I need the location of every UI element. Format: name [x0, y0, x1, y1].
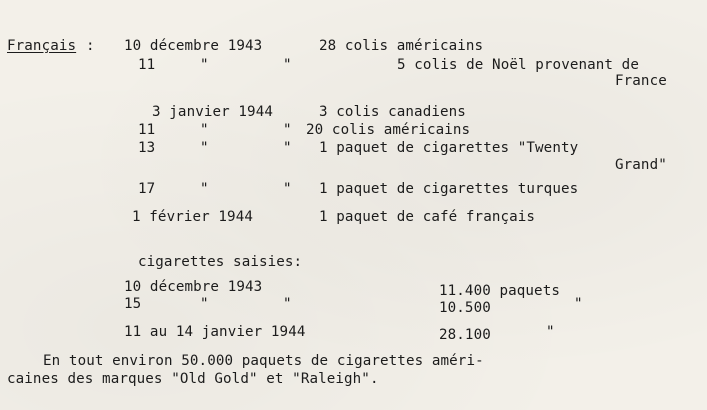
ditto-mark: "	[200, 122, 209, 138]
date-row-3: 3 janvier 1944	[152, 104, 273, 120]
seized-amount-1: 11.400 paquets	[439, 283, 560, 299]
item-row-2-continuation: France	[615, 73, 667, 89]
ditto-mark: "	[283, 181, 292, 197]
ditto-mark: "	[283, 140, 292, 156]
section-heading: Français	[7, 38, 77, 54]
section-heading-colon: :	[86, 38, 95, 54]
ditto-mark: "	[546, 324, 555, 340]
item-row-2: 5 colis de Noël provenant de	[397, 57, 639, 73]
seized-amount-3: 28.100	[439, 327, 491, 343]
summary-line-1: En tout environ 50.000 paquets de cigarettes améri-	[43, 353, 484, 369]
item-row-7: 1 paquet de café français	[319, 209, 536, 225]
ditto-mark: "	[200, 181, 209, 197]
date-row-5: 13	[138, 140, 156, 156]
ditto-mark: "	[574, 296, 583, 312]
date-row-1: 10 décembre 1943	[124, 38, 263, 54]
date-row-6: 17	[138, 181, 156, 197]
ditto-mark: "	[200, 296, 209, 312]
seized-date-1: 10 décembre 1943	[124, 279, 263, 295]
ditto-mark: "	[283, 57, 292, 73]
date-row-7: 1 février 1944	[132, 209, 253, 225]
item-row-3: 3 colis canadiens	[319, 104, 466, 120]
date-row-2: 11	[138, 57, 156, 73]
item-row-6: 1 paquet de cigarettes turques	[319, 181, 579, 197]
seized-date-3: 11 au 14 janvier 1944	[124, 324, 306, 340]
seized-date-2: 15	[124, 296, 142, 312]
summary-line-2: caines des marques "Old Gold" et "Raleigh".	[7, 371, 379, 387]
item-row-1: 28 colis américains	[319, 38, 484, 54]
item-row-5-continuation: Grand"	[615, 157, 667, 173]
seized-amount-2: 10.500	[439, 300, 491, 316]
item-row-5: 1 paquet de cigarettes "Twenty	[319, 140, 579, 156]
ditto-mark: "	[283, 122, 292, 138]
item-row-4: 20 colis américains	[306, 122, 471, 138]
date-row-4: 11	[138, 122, 156, 138]
ditto-mark: "	[200, 140, 209, 156]
ditto-mark: "	[283, 296, 292, 312]
seized-heading: cigarettes saisies:	[138, 254, 303, 270]
ditto-mark: "	[200, 57, 209, 73]
